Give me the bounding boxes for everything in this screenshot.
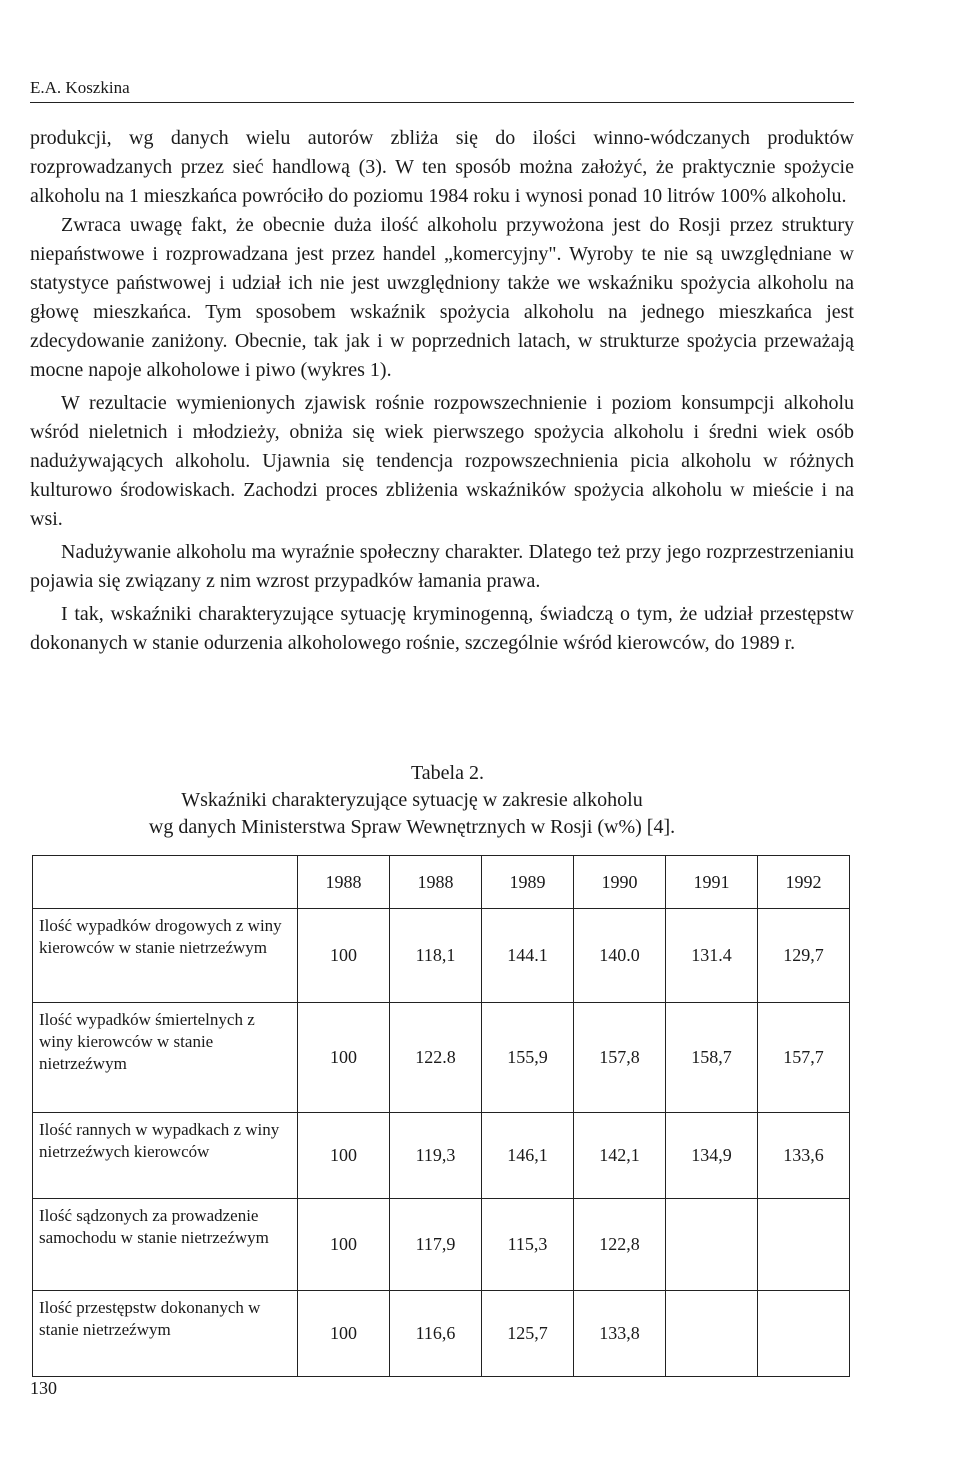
table-cell: 116,6 (390, 1291, 482, 1377)
year-header: 1988 (298, 856, 390, 909)
table-label: Tabela 2. (410, 762, 484, 784)
data-table (32, 855, 850, 1377)
table-cell: 155,9 (482, 1003, 574, 1113)
paragraph: Zwraca uwagę fakt, że obecnie duża ilość alkoholu przywożona jest do Rosji przez struktury niepaństwowe i rozprowadzana jest przez handel „komercyjny". Wyroby te nie są uwzględniane w statystyce państwowej i udział ich nie jest uwzględniony także we wskaźniku spożycia alkoholu na głowę mieszkańca. Tym sposobem wskaźnik spożycia alkoholu na jednego mieszkańca jest zdecydowanie zaniżony. Obecnie, tak jak i w poprzednich latach, w strukturze spożycia przeważają mocne napoje alkoholowe i piwo (wykres 1). (30, 214, 854, 381)
year-header: 1992 (758, 856, 850, 909)
table-cell: 100 (298, 909, 390, 1003)
body-text (30, 124, 854, 658)
year-header: 1990 (574, 856, 666, 909)
table-cell: 122.8 (390, 1003, 482, 1113)
table-row (33, 1003, 850, 1113)
row-label: Ilość rannych w wypadkach z winy nietrzeźwych kierowców (33, 1113, 298, 1199)
table-cell: 125,7 (482, 1291, 574, 1377)
table-row (33, 1113, 850, 1199)
table-cell: 133,6 (758, 1113, 850, 1199)
table-cell (666, 1199, 758, 1291)
table-cell: 158,7 (666, 1003, 758, 1113)
table-title-line-2: wg danych Ministerstwa Spraw Wewnętrznych w Rosji (w%) [4]. (148, 816, 676, 838)
row-label: Ilość wypadków śmiertelnych z winy kierowców w stanie nietrzeźwym (33, 1003, 298, 1113)
table-cell: 140.0 (574, 909, 666, 1003)
table-cell: 157,8 (574, 1003, 666, 1113)
table-cell: 157,7 (758, 1003, 850, 1113)
table-cell: 100 (298, 1291, 390, 1377)
page-number: 130 (30, 1378, 57, 1398)
table-row (33, 1199, 850, 1291)
row-label: Ilość przestępstw dokonanych w stanie nietrzeźwym (33, 1291, 298, 1377)
paragraph: Nadużywanie alkoholu ma wyraźnie społeczny charakter. Dlatego też przy jego rozprzestrzenianiu pojawia się związany z nim wzrost przypadków łamania prawa. (30, 541, 854, 592)
table-header-row (33, 856, 850, 909)
paragraph: produkcji, wg danych wielu autorów zbliża się do ilości winno-wódczanych produktów rozprowadzanych przez sieć handlową (3). W ten sposób można założyć, że praktycznie spożycie alkoholu na 1 mieszkańca powróciło do poziomu 1984 roku i wynosi ponad 10 litrów 100% alkoholu. (30, 127, 854, 207)
table-cell: 129,7 (758, 909, 850, 1003)
table-cell (758, 1291, 850, 1377)
running-header (30, 78, 854, 103)
table-cell: 131.4 (666, 909, 758, 1003)
table-cell: 142,1 (574, 1113, 666, 1199)
table-row (33, 1291, 850, 1377)
table-cell: 146,1 (482, 1113, 574, 1199)
table-cell: 117,9 (390, 1199, 482, 1291)
table-caption (30, 760, 854, 841)
year-header: 1988 (390, 856, 482, 909)
header-empty-cell (33, 856, 298, 909)
table-cell: 100 (298, 1199, 390, 1291)
header-author: E.A. Koszkina (30, 78, 130, 97)
table-cell: 133,8 (574, 1291, 666, 1377)
table-cell: 134,9 (666, 1113, 758, 1199)
year-header: 1989 (482, 856, 574, 909)
table-row (33, 909, 850, 1003)
table-cell: 115,3 (482, 1199, 574, 1291)
table-title-line-1: Wskaźniki charakteryzujące sytuację w zakresie alkoholu (181, 789, 643, 811)
year-header: 1991 (666, 856, 758, 909)
table-cell (758, 1199, 850, 1291)
table-cell: 100 (298, 1113, 390, 1199)
table-cell: 118,1 (390, 909, 482, 1003)
table-cell: 119,3 (390, 1113, 482, 1199)
table-cell: 144.1 (482, 909, 574, 1003)
table-cell: 100 (298, 1003, 390, 1113)
paragraph: W rezultacie wymienionych zjawisk rośnie rozpowszechnienie i poziom konsumpcji alkoholu wśród nieletnich i młodzieży, obniża się wiek pierwszego spożycia alkoholu i średni wiek osób nadużywających alkoholu. Ujawnia się tendencja rozpowszechnienia picia alkoholu w różnych kulturowo środowiskach. Zachodzi proces zbliżenia wskaźników spożycia alkoholu w mieście i na wsi. (30, 392, 854, 530)
table-cell (666, 1291, 758, 1377)
paragraph: I tak, wskaźniki charakteryzujące sytuację kryminogenną, świadczą o tym, że udział przestępstw dokonanych w stanie odurzenia alkoholowego rośnie, szczególnie wśród kierowców, do 1989 r. (30, 603, 854, 654)
row-label: Ilość wypadków drogowych z winy kierowców w stanie nietrzeźwym (33, 909, 298, 1003)
table-cell: 122,8 (574, 1199, 666, 1291)
row-label: Ilość sądzonych za prowadzenie samochodu w stanie nietrzeźwym (33, 1199, 298, 1291)
